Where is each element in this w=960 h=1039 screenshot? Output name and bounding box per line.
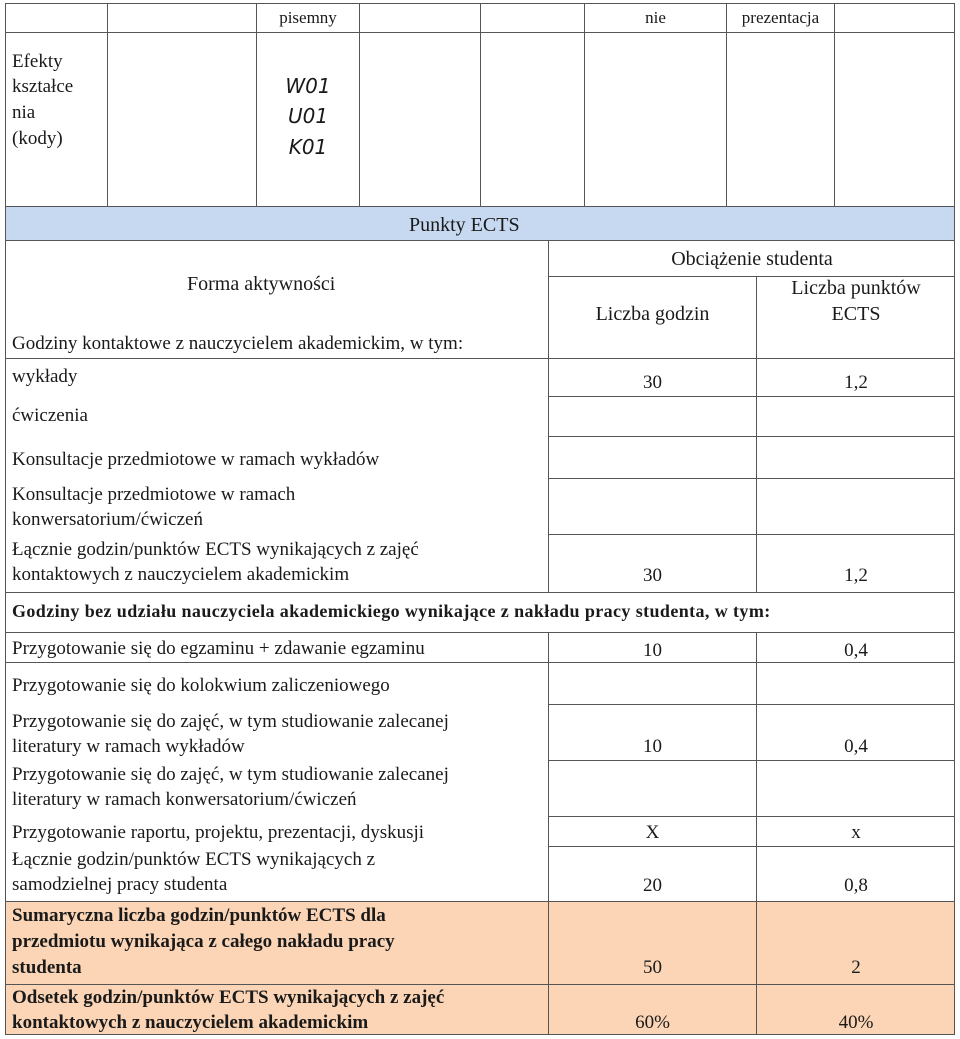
sumaryczna-label-1: Sumaryczna liczba godzin/punktów ECTS dla bbox=[12, 905, 386, 926]
row-konsultacje-wyklady-label: Konsultacje przedmiotowe w ramach wykładów bbox=[12, 449, 380, 470]
row-zajecia-wyklady-label-1: Przygotowanie się do zajęć, w tym studiowanie zalecanej bbox=[12, 711, 449, 732]
row-wyklady-hours: 30 bbox=[643, 372, 662, 393]
row-egzamin-label: Przygotowanie się do egzaminu + zdawanie egzaminu bbox=[12, 638, 425, 659]
row-lacznie-samodzielne-label-1: Łącznie godzin/punktów ECTS wynikających z bbox=[12, 849, 376, 870]
row-wyklady-points: 1,2 bbox=[844, 372, 868, 393]
odsetek-points: 40% bbox=[838, 1012, 874, 1033]
row-lacznie-samodzielne-label-2: samodzielnej pracy studenta bbox=[12, 874, 228, 895]
row-zajecia-wyklady-label-2: literatury w ramach wykładów bbox=[12, 736, 245, 757]
forma-prezentacja: prezentacja bbox=[741, 8, 820, 27]
row-lacznie-kontakt-hours: 30 bbox=[643, 565, 662, 586]
row-zajecia-konw-label-2: literatury w ramach konwersatorium/ćwiczeń bbox=[12, 789, 357, 810]
efekty-label-3: nia bbox=[12, 102, 36, 123]
sumaryczna-label-3: studenta bbox=[12, 957, 82, 978]
row-lacznie-kontakt-label-1: Łącznie godzin/punktów ECTS wynikających z zajęć bbox=[12, 539, 419, 560]
forma-aktywnosci-header: Forma aktywności bbox=[187, 273, 336, 295]
row-raport-hours: X bbox=[645, 822, 660, 843]
row-egzamin-points: 0,4 bbox=[844, 640, 868, 661]
row-egzamin-hours: 10 bbox=[643, 640, 662, 661]
sumaryczna-label-2: przedmiotu wynikająca z całego nakładu pracy bbox=[12, 931, 395, 952]
row-zajecia-wyklady-points: 0,4 bbox=[844, 736, 868, 757]
samodzielne-header: Godziny bez udziału nauczyciela akademickiego wynikające z nakładu pracy studenta, w tym: bbox=[12, 601, 771, 621]
row-cwiczenia-label: ćwiczenia bbox=[12, 405, 88, 426]
kontaktowe-header: Godziny kontaktowe z nauczycielem akademickim, w tym: bbox=[12, 333, 464, 354]
efekty-label-2: kształce bbox=[12, 76, 74, 97]
row-zajecia-wyklady-hours: 10 bbox=[643, 736, 662, 757]
sumaryczna-points: 2 bbox=[851, 957, 861, 978]
liczba-punktow-header-1: Liczba punktów bbox=[791, 277, 921, 299]
row-kolokwium-label: Przygotowanie się do kolokwium zaliczeniowego bbox=[12, 675, 390, 696]
odsetek-label-2: kontaktowych z nauczycielem akademickim bbox=[12, 1012, 369, 1033]
sumaryczna-hours: 50 bbox=[643, 957, 662, 978]
code-k01: K01 bbox=[288, 135, 328, 159]
row-lacznie-kontakt-label-2: kontaktowych z nauczycielem akademickim bbox=[12, 564, 350, 585]
row-raport-label: Przygotowanie raportu, projektu, prezentacji, dyskusji bbox=[12, 822, 425, 843]
liczba-godzin-header: Liczba godzin bbox=[595, 303, 710, 325]
row-lacznie-samodzielne-points: 0,8 bbox=[844, 875, 868, 896]
row-zajecia-konw-label-1: Przygotowanie się do zajęć, w tym studiowanie zalecanej bbox=[12, 764, 449, 785]
row-konsultacje-konw-label-1: Konsultacje przedmiotowe w ramach bbox=[12, 484, 296, 505]
odsetek-label-1: Odsetek godzin/punktów ECTS wynikających z zajęć bbox=[12, 987, 445, 1008]
row-lacznie-samodzielne-hours: 20 bbox=[643, 875, 662, 896]
odsetek-hours: 60% bbox=[635, 1012, 670, 1033]
code-u01: U01 bbox=[287, 104, 329, 128]
code-w01: W01 bbox=[285, 74, 331, 98]
obciazenie-header: Obciążenie studenta bbox=[671, 248, 833, 270]
ects-header: Punkty ECTS bbox=[409, 214, 520, 236]
row-lacznie-kontakt-points: 1,2 bbox=[844, 565, 868, 586]
row-wyklady-label: wykłady bbox=[12, 366, 78, 387]
row-raport-points: x bbox=[851, 822, 861, 843]
forma-nie: nie bbox=[645, 8, 666, 27]
efekty-label-1: Efekty bbox=[12, 51, 63, 72]
row-konsultacje-konw-label-2: konwersatorium/ćwiczeń bbox=[12, 509, 203, 530]
efekty-label-4: (kody) bbox=[12, 128, 63, 149]
liczba-punktow-header-2: ECTS bbox=[831, 303, 881, 325]
forma-pisemny: pisemny bbox=[279, 8, 337, 27]
